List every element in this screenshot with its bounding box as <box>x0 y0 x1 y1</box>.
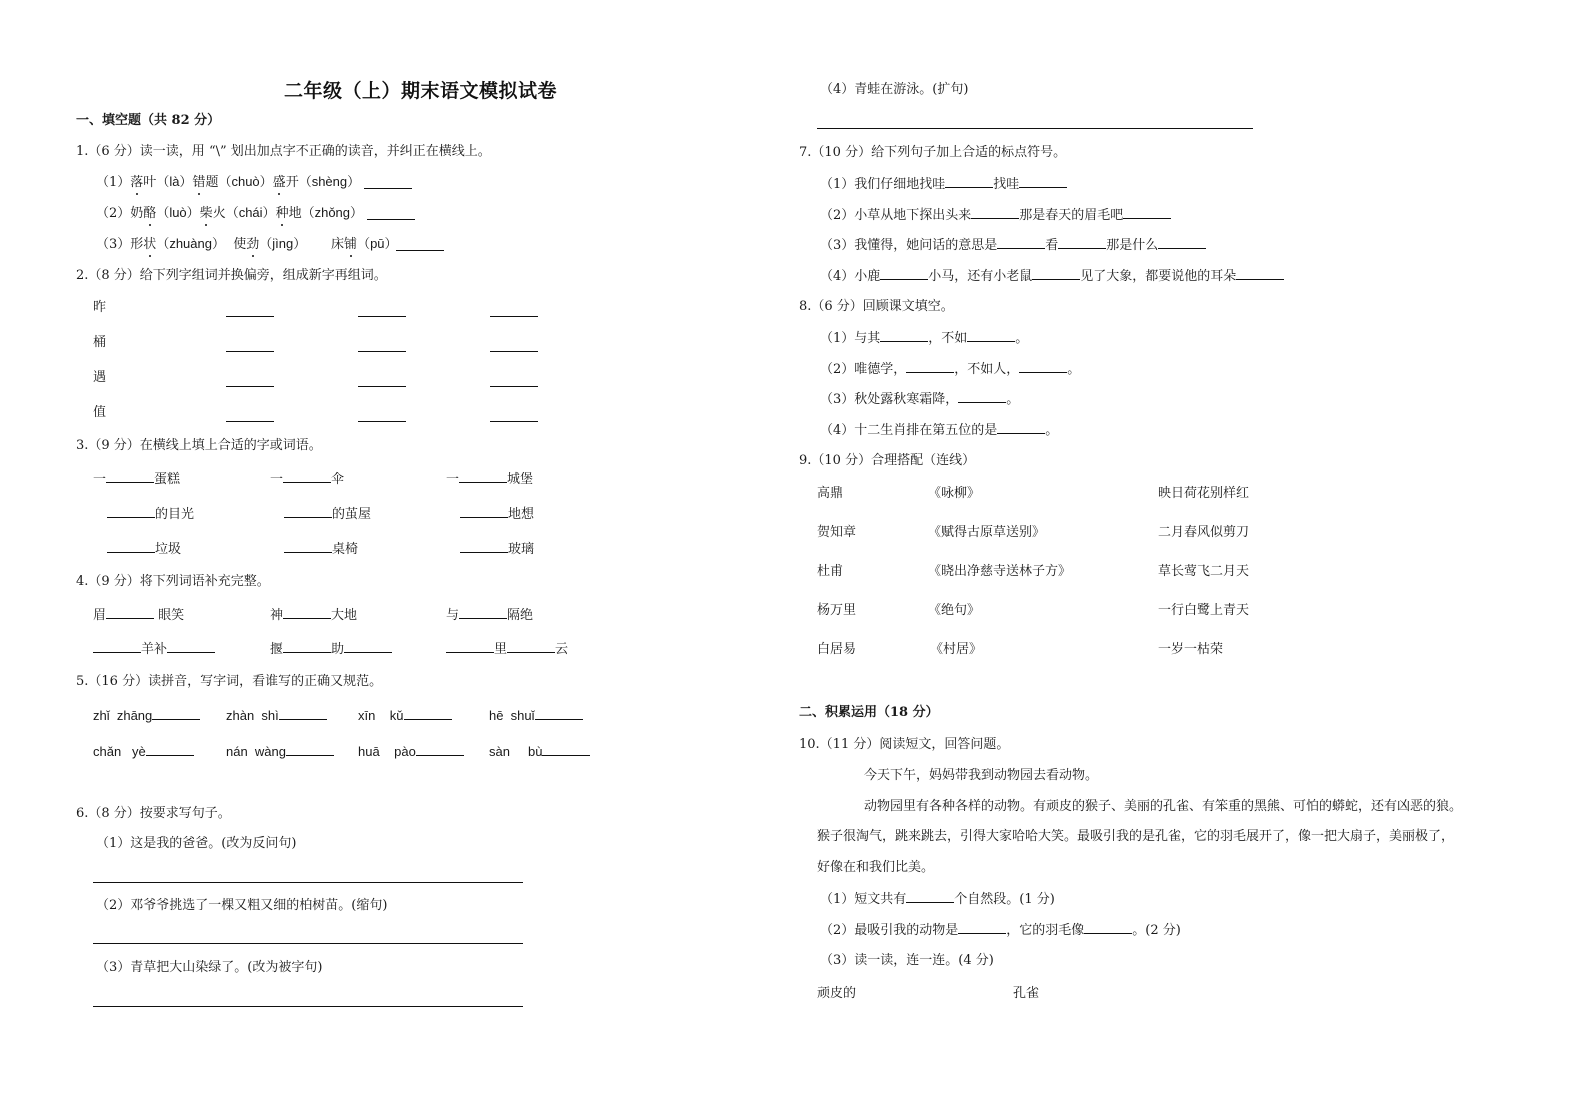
q5-blank[interactable] <box>146 744 194 756</box>
q3-blank[interactable] <box>460 506 508 518</box>
q4-item: 神 大地 <box>270 608 358 623</box>
q1-answer-blank-2[interactable] <box>367 219 415 220</box>
q5-blank[interactable] <box>152 708 200 720</box>
q7-blank[interactable] <box>945 176 993 188</box>
q5-blank[interactable] <box>535 708 583 720</box>
q5-blank[interactable] <box>542 744 590 756</box>
q3-item: 桌椅 <box>284 541 358 558</box>
q2-prompt: 2.（8 分）给下列字组词并换偏旁，组成新字再组词。 <box>76 268 387 283</box>
q9-poem[interactable]: 《绝句》 <box>928 603 981 618</box>
q9-poem[interactable]: 《晓出净慈寺送林子方》 <box>928 564 1072 579</box>
q2-blank[interactable] <box>358 386 406 387</box>
q5-item: huā pào <box>358 744 464 760</box>
q2-char-1: 昨 <box>93 300 107 315</box>
q8-blank[interactable] <box>1019 361 1067 373</box>
q1-answer-blank-1[interactable] <box>364 188 412 189</box>
q3-item: 一 蛋糕 <box>93 472 181 487</box>
q5-blank[interactable] <box>279 708 327 720</box>
q9-poem[interactable]: 《咏柳》 <box>928 486 981 501</box>
q1-item-2: （2）奶酪（luò）柴火（chái）种地（zhǒng） <box>96 205 364 221</box>
q9-line[interactable]: 映日荷花别样红 <box>1158 486 1250 501</box>
q10-passage-para-2-line-3: 好像在和我们比美。 <box>817 860 935 875</box>
q3-blank[interactable] <box>283 471 331 483</box>
q8-blank[interactable] <box>997 422 1045 434</box>
q2-blank[interactable] <box>226 421 274 422</box>
q1-item-3: （3）形状（zhuàng） 使劲（jìng） 床铺（pū） <box>96 236 398 252</box>
q7-blank[interactable] <box>1158 237 1206 249</box>
q9-line[interactable]: 草长莺飞二月天 <box>1158 564 1250 579</box>
q7-blank[interactable] <box>1236 268 1284 280</box>
q2-blank[interactable] <box>490 351 538 352</box>
q8-blank[interactable] <box>958 391 1006 403</box>
q6-answer-line-2[interactable] <box>93 943 523 944</box>
q3-item: 垃圾 <box>107 541 181 558</box>
q4-blank[interactable] <box>446 641 494 653</box>
q2-blank[interactable] <box>226 386 274 387</box>
q2-char-4: 值 <box>93 405 107 420</box>
q2-blank[interactable] <box>490 316 538 317</box>
q5-item: nán wàng <box>226 744 334 760</box>
q9-author[interactable]: 贺知章 <box>817 525 857 540</box>
q9-poem[interactable]: 《赋得古原草送别》 <box>928 525 1046 540</box>
q10-prompt: 10.（11 分）阅读短文，回答问题。 <box>799 737 1010 752</box>
q3-item: 一 伞 <box>270 472 345 487</box>
q6-item-3: （3）青草把大山染绿了。(改为被字句) <box>96 960 323 975</box>
q1-item-1: （1）落叶（là）错题（chuò）盛开（shèng） <box>96 174 361 190</box>
q3-item: 地想 <box>460 506 534 523</box>
q4-blank[interactable] <box>283 641 331 653</box>
q7-item-3: （3）我懂得，她问话的意思是 看 那是什么 <box>820 237 1206 254</box>
q10-blank[interactable] <box>958 922 1006 934</box>
q8-blank[interactable] <box>880 330 928 342</box>
q2-blank[interactable] <box>358 351 406 352</box>
q3-blank[interactable] <box>107 541 155 553</box>
q5-item: zhàn shì <box>226 708 327 724</box>
q10-passage-para-2-line-1: 动物园里有各种各样的动物。有顽皮的猴子、美丽的孔雀、有笨重的黑熊、可怕的蟒蛇，还有凶恶的狼。 <box>864 799 1463 814</box>
q4-blank[interactable] <box>283 607 331 619</box>
q6-answer-line-4[interactable] <box>817 128 1253 129</box>
q9-author[interactable]: 杜甫 <box>817 564 844 579</box>
q4-item: 揠 助 <box>270 641 392 658</box>
q4-item: 眉 眼笑 <box>93 608 185 623</box>
q3-item: 的目光 <box>107 506 194 523</box>
q2-blank[interactable] <box>358 421 406 422</box>
q2-char-3: 遇 <box>93 370 107 385</box>
q6-prompt: 6.（8 分）按要求写句子。 <box>76 806 231 821</box>
q4-prompt: 4.（9 分）将下列词语补充完整。 <box>76 574 270 589</box>
q10-sub-2: （2）最吸引我的动物是 ，它的羽毛像 。(2 分) <box>820 923 1181 938</box>
q4-item: 羊补 <box>93 641 215 658</box>
q8-item-1: （1）与其 ，不如 。 <box>820 331 1029 346</box>
q1-answer-blank-3[interactable] <box>396 250 444 251</box>
q7-blank[interactable] <box>880 268 928 280</box>
q7-item-1: （1）我们仔细地找哇 找哇 <box>820 176 1067 193</box>
q10-match-right[interactable]: 孔雀 <box>1013 986 1040 1001</box>
q5-item: xīn kǔ <box>358 708 452 724</box>
q5-blank[interactable] <box>404 708 452 720</box>
q7-blank[interactable] <box>997 237 1045 249</box>
q3-item: 一 城堡 <box>446 472 534 487</box>
q8-item-4: （4）十二生肖排在第五位的是 。 <box>820 423 1059 438</box>
q8-blank[interactable] <box>906 361 954 373</box>
q10-sub-1: （1）短文共有 个自然段。(1 分) <box>820 892 1055 907</box>
q5-item: sàn bù <box>489 744 590 760</box>
q5-prompt: 5.（16 分）读拼音，写字词，看谁写的正确又规范。 <box>76 674 383 689</box>
q8-item-3: （3）秋处露秋寒霜降， 。 <box>820 392 1020 407</box>
q2-blank[interactable] <box>490 386 538 387</box>
q9-line[interactable]: 一岁一枯荣 <box>1158 642 1224 657</box>
q10-sub-3: （3）读一读，连一连。(4 分) <box>820 953 994 968</box>
q6-answer-line-1[interactable] <box>93 882 523 883</box>
q7-blank[interactable] <box>1058 237 1106 249</box>
q5-item: zhǐ zhāng <box>93 708 200 724</box>
q5-blank[interactable] <box>286 744 334 756</box>
q7-blank[interactable] <box>1032 268 1080 280</box>
q9-author[interactable]: 杨万里 <box>817 603 857 618</box>
q5-item: hē shuǐ <box>489 708 583 724</box>
q8-prompt: 8.（6 分）回顾课文填空。 <box>799 299 954 314</box>
q5-item: chǎn yè <box>93 744 194 760</box>
q3-item: 的茧屋 <box>284 506 371 523</box>
q7-prompt: 7.（10 分）给下列句子加上合适的标点符号。 <box>799 145 1067 160</box>
q3-blank[interactable] <box>284 506 332 518</box>
q6-item-4: （4）青蛙在游泳。(扩句) <box>820 82 969 97</box>
q2-blank[interactable] <box>358 316 406 317</box>
q2-blank[interactable] <box>490 421 538 422</box>
q7-item-4: （4）小鹿 小马，还有小老鼠 见了大象，都要说他的耳朵 <box>820 268 1284 285</box>
q10-passage-para-2-line-2: 猴子很淘气，跳来跳去，引得大家哈哈大笑。最吸引我的是孔雀，它的羽毛展开了，像一把大扇子，美丽极了， <box>817 829 1455 844</box>
q3-blank[interactable] <box>106 471 154 483</box>
q3-blank[interactable] <box>460 541 508 553</box>
q5-blank[interactable] <box>416 744 464 756</box>
section-2-heading: 二、积累运用（18 分） <box>799 705 939 720</box>
page-title: 二年级（上）期末语文模拟试卷 <box>284 80 558 102</box>
q4-blank[interactable] <box>167 641 215 653</box>
q9-poem[interactable]: 《村居》 <box>930 642 983 657</box>
q3-blank[interactable] <box>284 541 332 553</box>
q4-blank[interactable] <box>344 641 392 653</box>
q4-blank[interactable] <box>459 607 507 619</box>
q10-blank[interactable] <box>906 891 954 903</box>
q9-author[interactable]: 高鼎 <box>817 486 844 501</box>
section-1-heading: 一、填空题（共 82 分） <box>76 113 221 128</box>
q6-item-2: （2）邓爷爷挑选了一棵又粗又细的柏树苗。(缩句) <box>96 898 388 913</box>
q6-item-1: （1）这是我的爸爸。(改为反问句) <box>96 836 297 851</box>
q8-blank[interactable] <box>967 330 1015 342</box>
q3-item: 玻璃 <box>460 541 534 558</box>
q4-blank[interactable] <box>507 641 555 653</box>
q4-item: 里 云 <box>446 641 568 658</box>
q10-blank[interactable] <box>1084 922 1132 934</box>
q7-blank[interactable] <box>971 207 1019 219</box>
q4-blank[interactable] <box>106 607 154 619</box>
q9-line[interactable]: 一行白鹭上青天 <box>1158 603 1250 618</box>
q10-passage-para-1: 今天下午，妈妈带我到动物园去看动物。 <box>864 768 1099 783</box>
q4-item: 与 隔绝 <box>446 608 534 623</box>
q8-item-2: （2）唯德学， ，不如人， 。 <box>820 362 1081 377</box>
q7-item-2: （2）小草从地下探出头来 那是春天的眉毛吧 <box>820 207 1171 224</box>
q9-author[interactable]: 白居易 <box>817 642 857 657</box>
q9-line[interactable]: 二月春风似剪刀 <box>1158 525 1250 540</box>
q7-blank[interactable] <box>1123 207 1171 219</box>
q2-blank[interactable] <box>226 351 274 352</box>
q9-prompt: 9.（10 分）合理搭配（连线） <box>799 453 976 468</box>
q3-prompt: 3.（9 分）在横线上填上合适的字或词语。 <box>76 438 322 453</box>
q2-char-2: 桶 <box>93 335 107 350</box>
q10-match-left[interactable]: 顽皮的 <box>817 986 857 1001</box>
q3-blank[interactable] <box>107 506 155 518</box>
q4-blank[interactable] <box>93 641 141 653</box>
q7-blank[interactable] <box>1019 176 1067 188</box>
q1-prompt: 1.（6 分）读一读，用 “\” 划出加点字不正确的读音，并纠正在横线上。 <box>76 144 491 159</box>
q2-blank[interactable] <box>226 316 274 317</box>
q3-blank[interactable] <box>459 471 507 483</box>
q6-answer-line-3[interactable] <box>93 1006 523 1007</box>
